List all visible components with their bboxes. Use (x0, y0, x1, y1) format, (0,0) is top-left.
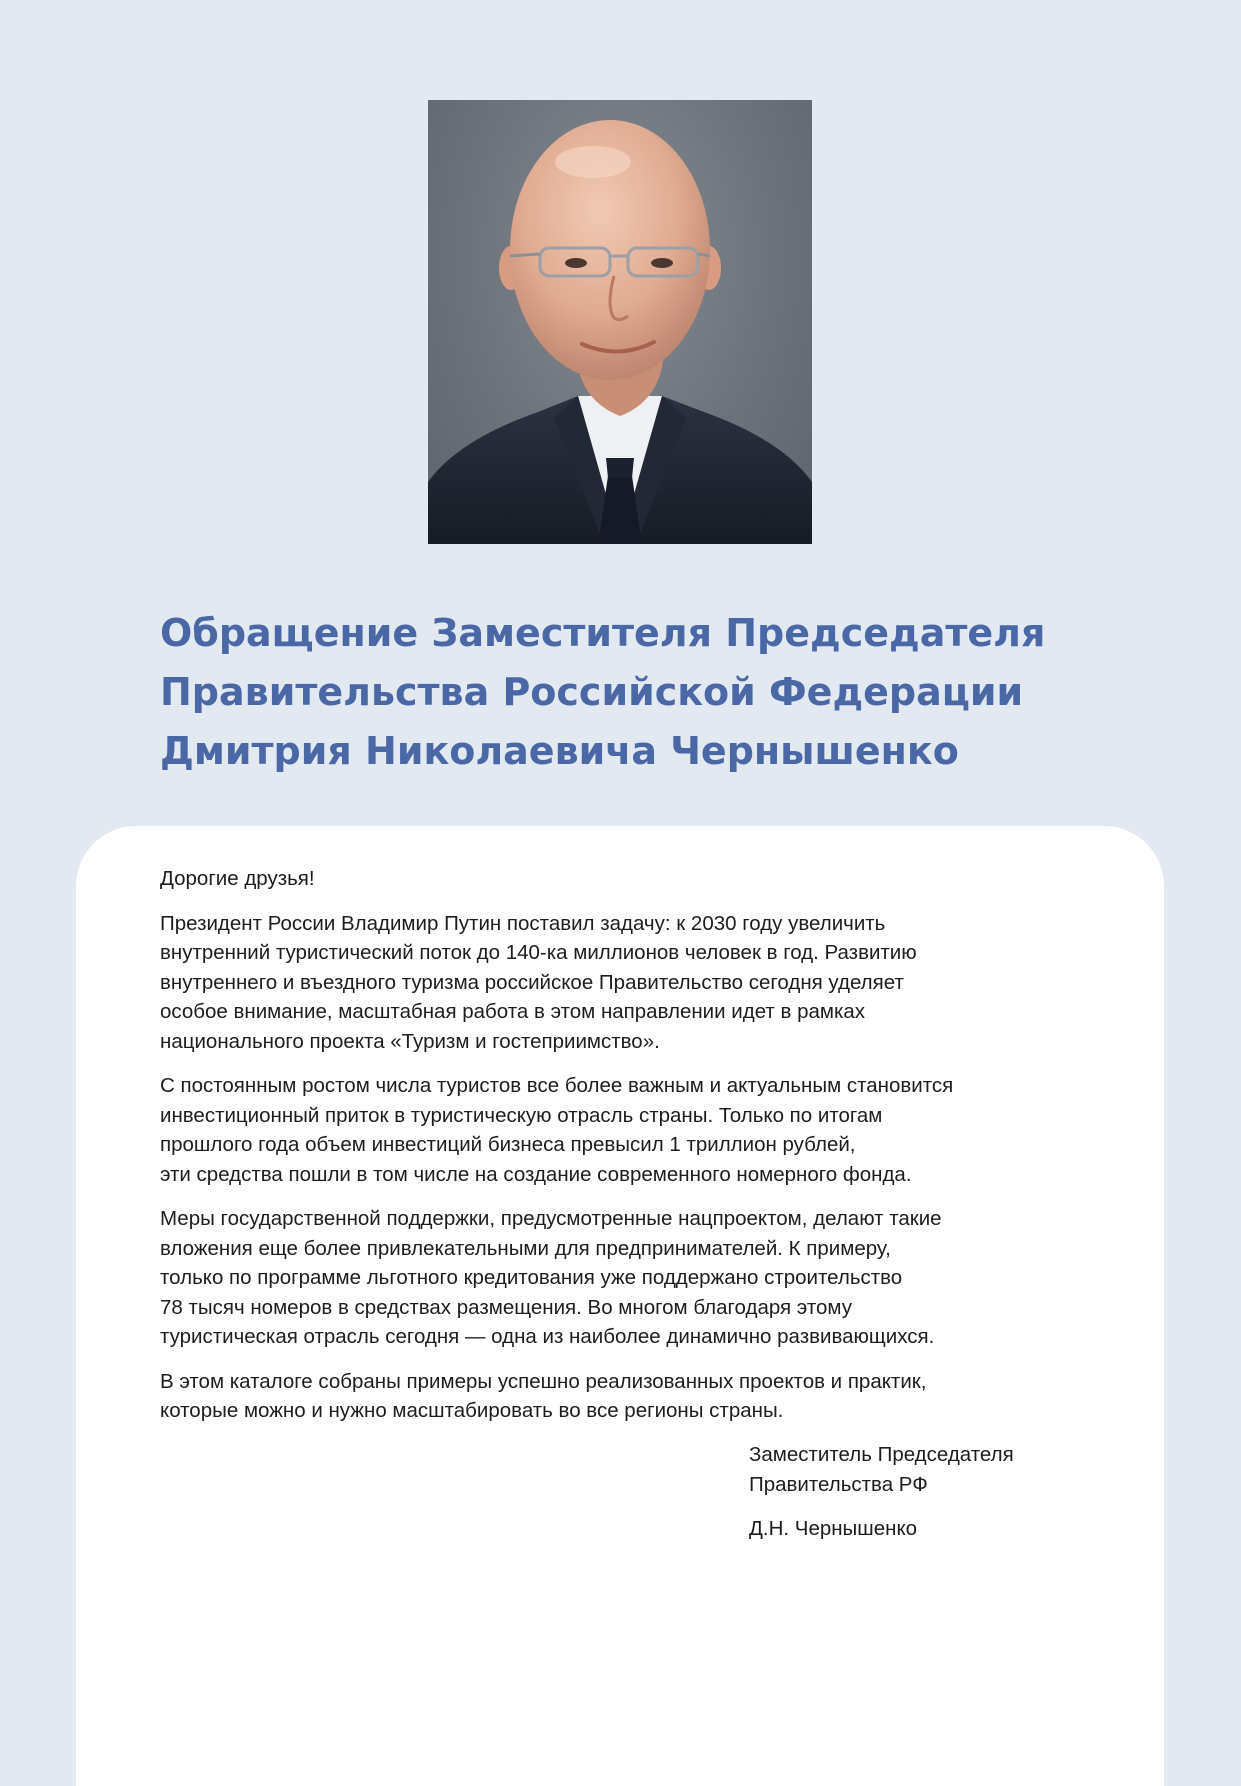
paragraph-line: особое внимание, масштабная работа в этом направлении идет в рамках (160, 1000, 866, 1023)
paragraph-line: внутренний туристический поток до 140-ка миллионов человек в год. Развитию (160, 941, 917, 964)
portrait-photo (428, 100, 812, 544)
paragraph (160, 1204, 1080, 1352)
title-line: Обращение Заместителя Председателя (160, 611, 1046, 655)
paragraph (160, 909, 1080, 1057)
title-line: Правительства Российской Федерации (160, 670, 1024, 714)
signature-block (749, 1440, 1014, 1559)
page-title (160, 604, 1120, 781)
greeting (160, 864, 1080, 894)
signature-position (749, 1440, 1014, 1499)
title-line: Дмитрия Николаевича Чернышенко (160, 729, 959, 773)
letter-body (160, 864, 1080, 1441)
paragraph-line: 78 тысяч номеров в средствах размещения. Во многом благодаря этому (160, 1295, 852, 1319)
portrait-illustration (428, 100, 812, 544)
paragraph-line: эти средства пошли в том числе на создание современного номерного фонда. (160, 1162, 912, 1186)
paragraph (160, 1367, 1080, 1426)
paragraph-line: Меры государственной поддержки, предусмотренные нацпроектом, делают такие (160, 1207, 942, 1230)
paragraph-line: национального проекта «Туризм и гостеприимство». (160, 1029, 660, 1053)
signature-position-line: Правительства РФ (749, 1472, 928, 1496)
paragraph-line: Президент России Владимир Путин поставил задачу: к 2030 году увеличить (160, 911, 886, 935)
greeting-text: Дорогие друзья! (160, 867, 315, 890)
signature-name (749, 1514, 1014, 1544)
paragraph-line: которые можно и нужно масштабировать во все регионы страны. (160, 1399, 784, 1422)
paragraph-line: С постоянным ростом числа туристов все более важным и актуальным становится (160, 1074, 954, 1097)
signature-position-line: Заместитель Председателя (749, 1443, 1014, 1466)
paragraph-line: прошлого года объем инвестиций бизнеса превысил 1 триллион рублей, (160, 1133, 856, 1156)
paragraph-line: В этом каталоге собраны примеры успешно реализованных проектов и практик, (160, 1369, 927, 1393)
paragraph-line: вложения еще более привлекательными для предпринимателей. К примеру, (160, 1236, 891, 1260)
paragraph-line: только по программе льготного кредитования уже поддержано строительство (160, 1266, 903, 1289)
paragraph-line: внутреннего и въездного туризма российское Правительство сегодня уделяет (160, 970, 904, 994)
paragraph-line: инвестиционный приток в туристическую отрасль страны. Только по итогам (160, 1103, 883, 1127)
paragraph-line: туристическая отрасль сегодня — одна из наиболее динамично развивающихся. (160, 1325, 935, 1348)
paragraph (160, 1071, 1080, 1189)
signature-name-text: Д.Н. Чернышенко (749, 1517, 918, 1540)
